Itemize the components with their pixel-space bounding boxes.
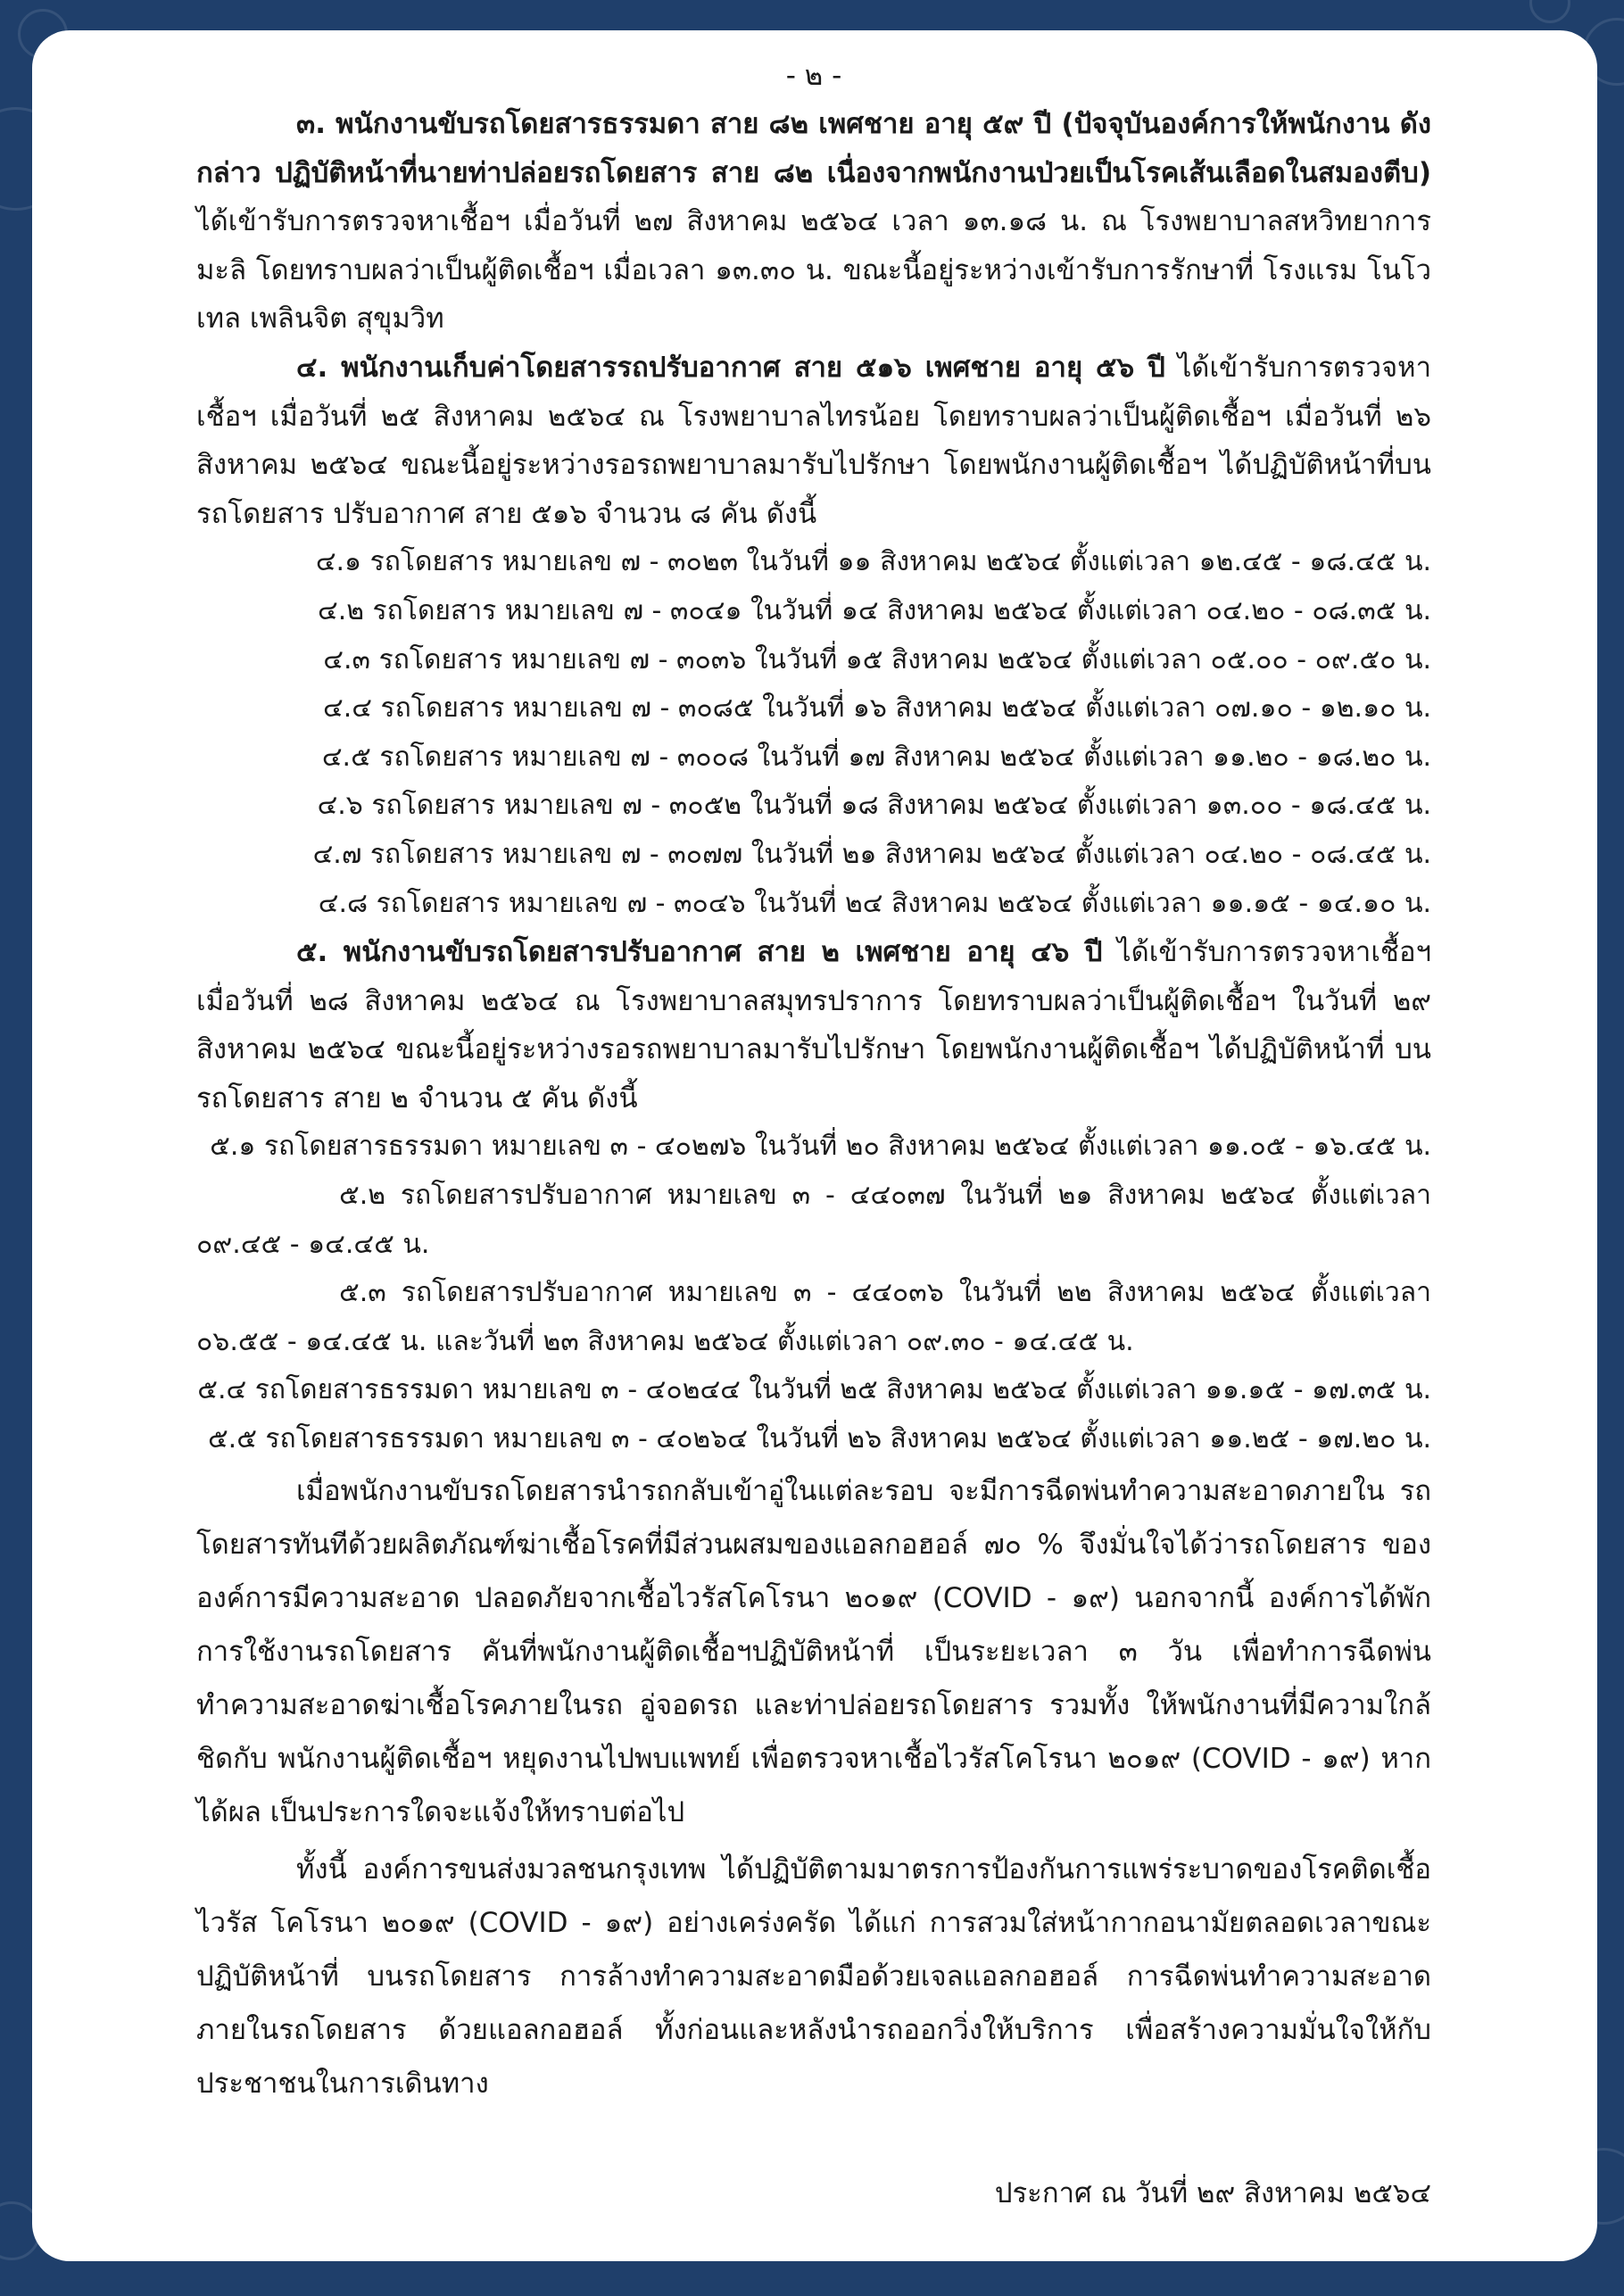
list-item: ๔.๒ รถโดยสาร หมายเลข ๗ - ๓๐๔๑ ในวันที่ ๑๔ สิงหาคม ๒๕๖๔ ตั้งแต่เวลา ๐๔.๒๐ - ๐๘.๓๕ น. bbox=[318, 594, 1431, 626]
list-item: ๕.๔ รถโดยสารธรรมดา หมายเลข ๓ - ๔๐๒๔๔ ในวันที่ ๒๕ สิงหาคม ๒๕๖๔ ตั้งแต่เวลา ๑๑.๑๕ - ๑๗.๓๕ น. bbox=[197, 1374, 1431, 1406]
section-4-text: ได้เข้ารับการตรวจหาเชื้อฯ เมื่อวันที่ ๒๕ สิงหาคม ๒๕๖๔ ณ โรงพยาบาลไทรน้อย โดยทราบผลว่าเป็นผู้ติดเชื้อฯ เมื่อวันที่ ๒๖ สิงหาคม ๒๕๖๔ ขณะนี้อยู่ระหว่างรอรถพยาบาลมารับไปรักษา โดยพนักงานผู้ติดเชื้อฯ ได้ปฏิบัติหน้าที่บนรถโดยสาร ปรับอากาศ สาย ๕๑๖ จำนวน ๘ คัน ดังนี้ bbox=[196, 351, 1431, 530]
measures-paragraph: ทั้งนี้ องค์การขนส่งมวลชนกรุงเทพ ได้ปฏิบัติตามมาตรการป้องกันการแพร่ระบาดของโรคติดเชื้อไวรัส โคโรนา ๒๐๑๙ (COVID - ๑๙) อย่างเคร่งครัด ได้แก่ การสวมใส่หน้ากากอนามัยตลอดเวลาขณะปฏิบัติหน้าที่ บนรถโดยสาร การล้างทำความสะอาดมือด้วยเจลแอลกอฮอล์ การฉีดพ่นทำความสะอาดภายในรถโดยสาร ด้วยแอลกอฮอล์ ทั้งก่อนและหลังนำรถออกวิ่งให้บริการ เพื่อสร้างความมั่นใจให้กับประชาชนในการเดินทาง bbox=[196, 1853, 1431, 2100]
list-item: ๔.๑ รถโดยสาร หมายเลข ๗ - ๓๐๒๓ ในวันที่ ๑๑ สิงหาคม ๒๕๖๔ ตั้งแต่เวลา ๑๒.๔๕ - ๑๘.๔๕ น. bbox=[315, 546, 1431, 578]
list-item: ๕.๑ รถโดยสารธรรมดา หมายเลข ๓ - ๔๐๒๗๖ ในวันที่ ๒๐ สิงหาคม ๒๕๖๔ ตั้งแต่เวลา ๑๑.๐๕ - ๑๖.๔๕ น. bbox=[210, 1131, 1431, 1163]
section-3-heading: ๓. พนักงานขับรถโดยสารธรรมดา สาย ๘๒ เพศชาย อายุ ๕๙ ปี (ปัจจุบันองค์การให้พนักงาน ดังกล่าว ปฏิบัติหน้าที่นายท่าปล่อยรถโดยสาร สาย ๘๒ เนื่องจากพนักงานป่วยเป็นโรคเส้นเลือดในสมองตีบ) bbox=[196, 108, 1431, 189]
announcement-date: ประกาศ ณ วันที่ ๒๙ สิงหาคม ๒๕๖๔ bbox=[994, 2176, 1431, 2209]
list-item: ๕.๒ รถโดยสารปรับอากาศ หมายเลข ๓ - ๔๔๐๓๗ ในวันที่ ๒๑ สิงหาคม ๒๕๖๔ ตั้งแต่เวลา ๐๙.๔๕ - ๑๔.๔๕ น. bbox=[196, 1180, 1431, 1260]
list-item: ๔.๗ รถโดยสาร หมายเลข ๗ - ๓๐๗๗ ในวันที่ ๒๑ สิงหาคม ๒๕๖๔ ตั้งแต่เวลา ๐๔.๒๐ - ๐๘.๔๕ น. bbox=[312, 838, 1431, 870]
list-item: ๔.๕ รถโดยสาร หมายเลข ๗ - ๓๐๐๘ ในวันที่ ๑๗ สิงหาคม ๒๕๖๔ ตั้งแต่เวลา ๑๑.๒๐ - ๑๘.๒๐ น. bbox=[321, 741, 1431, 773]
list-item: ๔.๓ รถโดยสาร หมายเลข ๗ - ๓๐๓๖ ในวันที่ ๑๕ สิงหาคม ๒๕๖๔ ตั้งแต่เวลา ๐๕.๐๐ - ๐๙.๕๐ น. bbox=[323, 643, 1431, 676]
section-3-text: ได้เข้ารับการตรวจหาเชื้อฯ เมื่อวันที่ ๒๗ สิงหาคม ๒๕๖๔ เวลา ๑๓.๑๘ น. ณ โรงพยาบาลสหวิทยาการมะลิ โดยทราบผลว่าเป็นผู้ติดเชื้อฯ เมื่อเวลา ๑๓.๓๐ น. ขณะนี้อยู่ระหว่างเข้ารับการรักษาที่ โรงแรม โนโวเทล เพลินจิต สุขุมวิท bbox=[196, 205, 1431, 336]
document-page bbox=[32, 30, 1597, 2261]
list-item: ๔.๘ รถโดยสาร หมายเลข ๗ - ๓๐๔๖ ในวันที่ ๒๔ สิงหาคม ๒๕๖๔ ตั้งแต่เวลา ๑๑.๑๕ - ๑๔.๑๐ น. bbox=[318, 887, 1431, 919]
cleaning-paragraph: เมื่อพนักงานขับรถโดยสารนำรถกลับเข้าอู่ในแต่ละรอบ จะมีการฉีดพ่นทำความสะอาดภายใน รถโดยสารทันทีด้วยผลิตภัณฑ์ฆ่าเชื้อโรคที่มีส่วนผสมของแอลกอฮอล์ ๗๐ % จึงมั่นใจได้ว่ารถโดยสาร ขององค์การมีความสะอาด ปลอดภัยจากเชื้อไวรัสโคโรนา ๒๐๑๙ (COVID - ๑๙) นอกจากนี้ องค์การได้พัก การใช้งานรถโดยสาร คันที่พนักงานผู้ติดเชื้อฯปฏิบัติหน้าที่ เป็นระยะเวลา ๓ วัน เพื่อทำการฉีดพ่น ทำความสะอาดฆ่าเชื้อโรคภายในรถ อู่จอดรถ และท่าปล่อยรถโดยสาร รวมทั้ง ให้พนักงานที่มีความใกล้ชิดกับ พนักงานผู้ติดเชื้อฯ หยุดงานไปพบแพทย์ เพื่อตรวจหาเชื้อไวรัสโคโรนา ๒๐๑๙ (COVID - ๑๙) หากได้ผล เป็นประการใดจะแจ้งให้ทราบต่อไป bbox=[196, 1474, 1431, 1828]
list-item: ๕.๕ รถโดยสารธรรมดา หมายเลข ๓ - ๔๐๒๖๔ ในวันที่ ๒๖ สิงหาคม ๒๕๖๔ ตั้งแต่เวลา ๑๑.๒๕ - ๑๗.๒๐ น. bbox=[207, 1423, 1431, 1455]
list-item: ๔.๖ รถโดยสาร หมายเลข ๗ - ๓๐๕๒ ในวันที่ ๑๘ สิงหาคม ๒๕๖๔ ตั้งแต่เวลา ๑๓.๐๐ - ๑๘.๔๕ น. bbox=[317, 790, 1431, 822]
section-4-paragraph bbox=[196, 344, 1431, 538]
page-number: - ๒ - bbox=[785, 60, 842, 92]
section-3-paragraph bbox=[196, 100, 1431, 344]
document-content bbox=[196, 54, 1431, 2217]
section-5-heading: ๕. พนักงานขับรถโดยสารปรับอากาศ สาย ๒ เพศชาย อายุ ๔๖ ปี bbox=[296, 936, 1103, 969]
virus-decoration-icon bbox=[1529, 0, 1570, 23]
list-item: ๕.๓ รถโดยสารปรับอากาศ หมายเลข ๓ - ๔๔๐๓๖ ในวันที่ ๒๒ สิงหาคม ๒๕๖๔ ตั้งแต่เวลา ๐๖.๕๕ - ๑๔.๔๕ น. และวันที่ ๒๓ สิงหาคม ๒๕๖๔ ตั้งแต่เวลา ๐๙.๓๐ - ๑๔.๔๕ น. bbox=[196, 1277, 1431, 1357]
section-5-text: ได้เข้ารับการตรวจหาเชื้อฯ เมื่อวันที่ ๒๘ สิงหาคม ๒๕๖๔ ณ โรงพยาบาลสมุทรปราการ โดยทราบผลว่าเป็นผู้ติดเชื้อฯ ในวันที่ ๒๙ สิงหาคม ๒๕๖๔ ขณะนี้อยู่ระหว่างรอรถพยาบาลมารับไปรักษา โดยพนักงานผู้ติดเชื้อฯ ได้ปฏิบัติหน้าที่ บนรถโดยสาร สาย ๒ จำนวน ๕ คัน ดังนี้ bbox=[196, 936, 1431, 1115]
section-4-heading: ๔. พนักงานเก็บค่าโดยสารรถปรับอากาศ สาย ๕๑๖ เพศชาย อายุ ๕๖ ปี bbox=[296, 351, 1165, 384]
section-5-paragraph bbox=[196, 928, 1431, 1123]
list-item: ๔.๔ รถโดยสาร หมายเลข ๗ - ๓๐๘๕ ในวันที่ ๑๖ สิงหาคม ๒๕๖๔ ตั้งแต่เวลา ๐๗.๑๐ - ๑๒.๑๐ น. bbox=[323, 692, 1431, 725]
